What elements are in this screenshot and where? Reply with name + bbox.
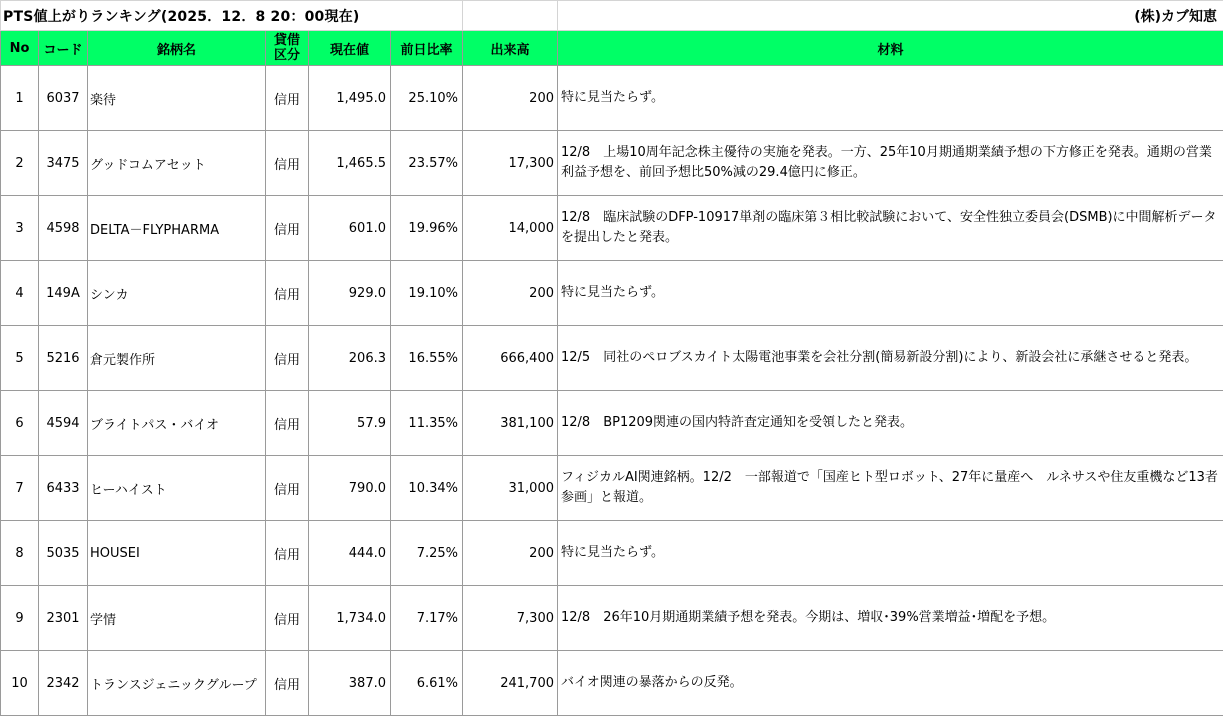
cell-no[interactable]: 6 bbox=[1, 391, 39, 456]
table-row bbox=[1, 131, 1223, 196]
header-no[interactable]: No bbox=[1, 31, 39, 66]
cell-volume[interactable]: 241,700 bbox=[463, 651, 558, 716]
cell-margin[interactable]: 信用 bbox=[266, 326, 309, 391]
header-price[interactable]: 現在値 bbox=[309, 31, 391, 66]
cell-no[interactable]: 4 bbox=[1, 261, 39, 326]
cell-price[interactable]: 57.9 bbox=[309, 391, 391, 456]
cell-code[interactable]: 3475 bbox=[39, 131, 88, 196]
cell-change[interactable]: 23.57% bbox=[391, 131, 463, 196]
cell-note[interactable]: 12/5 同社のペロブスカイト太陽電池事業を会社分割(簡易新設分割)により、新設会社に承継させると発表。 bbox=[558, 326, 1223, 391]
cell-no[interactable]: 5 bbox=[1, 326, 39, 391]
cell-no[interactable]: 8 bbox=[1, 521, 39, 586]
cell-name[interactable]: 学情 bbox=[88, 586, 266, 651]
cell-note[interactable]: 特に見当たらず。 bbox=[558, 261, 1223, 326]
header-name[interactable]: 銘柄名 bbox=[88, 31, 266, 66]
cell-margin[interactable]: 信用 bbox=[266, 651, 309, 716]
cell-no[interactable]: 7 bbox=[1, 456, 39, 521]
cell-name[interactable]: トランスジェニックグループ bbox=[88, 651, 266, 716]
cell-note[interactable]: フィジカルAI関連銘柄。12/2 一部報道で「国産ヒト型ロボット、27年に量産へ ルネサスや住友重機など13者参画」と報道。 bbox=[558, 456, 1223, 521]
company-name: (株)カブ知恵 bbox=[558, 1, 1223, 31]
cell-code[interactable]: 5216 bbox=[39, 326, 88, 391]
cell-no[interactable]: 10 bbox=[1, 651, 39, 716]
header-note[interactable]: 材料 bbox=[558, 31, 1223, 66]
cell-change[interactable]: 6.61% bbox=[391, 651, 463, 716]
table-row bbox=[1, 261, 1223, 326]
cell-change[interactable]: 16.55% bbox=[391, 326, 463, 391]
cell-code[interactable]: 4598 bbox=[39, 196, 88, 261]
cell-volume[interactable]: 666,400 bbox=[463, 326, 558, 391]
cell-price[interactable]: 206.3 bbox=[309, 326, 391, 391]
cell-volume[interactable]: 200 bbox=[463, 521, 558, 586]
cell-no[interactable]: 3 bbox=[1, 196, 39, 261]
cell-margin[interactable]: 信用 bbox=[266, 196, 309, 261]
cell-note[interactable]: 12/8 上場10周年記念株主優待の実施を発表。一方、25年10月期通期業績予想の下方修正を発表。通期の営業利益予想を、前回予想比50%減の29.4億円に修正。 bbox=[558, 131, 1223, 196]
cell-name[interactable]: シンカ bbox=[88, 261, 266, 326]
cell-name[interactable]: DELTA－FLYPHARMA bbox=[88, 196, 266, 261]
cell-code[interactable]: 149A bbox=[39, 261, 88, 326]
page-title: PTS値上がりランキング(2025．12．8 20：00現在) bbox=[1, 1, 463, 31]
cell-note[interactable]: 12/8 26年10月期通期業績予想を発表。今期は、増収･39%営業増益･増配を予想。 bbox=[558, 586, 1223, 651]
cell-price[interactable]: 1,495.0 bbox=[309, 66, 391, 131]
cell-volume[interactable]: 31,000 bbox=[463, 456, 558, 521]
cell-no[interactable]: 2 bbox=[1, 131, 39, 196]
cell-price[interactable]: 601.0 bbox=[309, 196, 391, 261]
cell-name[interactable]: 楽待 bbox=[88, 66, 266, 131]
cell-name[interactable]: グッドコムアセット bbox=[88, 131, 266, 196]
header-margin[interactable] bbox=[266, 31, 309, 66]
cell-code[interactable]: 4594 bbox=[39, 391, 88, 456]
cell-change[interactable]: 19.96% bbox=[391, 196, 463, 261]
cell-change[interactable]: 11.35% bbox=[391, 391, 463, 456]
cell-code[interactable]: 2342 bbox=[39, 651, 88, 716]
table-row bbox=[1, 196, 1223, 261]
header-change[interactable]: 前日比率 bbox=[391, 31, 463, 66]
cell-volume[interactable]: 381,100 bbox=[463, 391, 558, 456]
cell-price[interactable]: 929.0 bbox=[309, 261, 391, 326]
cell-price[interactable]: 387.0 bbox=[309, 651, 391, 716]
header-row bbox=[1, 31, 1223, 66]
table-row bbox=[1, 651, 1223, 716]
cell-code[interactable]: 5035 bbox=[39, 521, 88, 586]
cell-note[interactable]: 特に見当たらず。 bbox=[558, 66, 1223, 131]
table-row bbox=[1, 586, 1223, 651]
cell-margin[interactable]: 信用 bbox=[266, 456, 309, 521]
cell-code[interactable]: 2301 bbox=[39, 586, 88, 651]
cell-note[interactable]: バイオ関連の暴落からの反発。 bbox=[558, 651, 1223, 716]
cell-margin[interactable]: 信用 bbox=[266, 586, 309, 651]
cell-volume[interactable]: 200 bbox=[463, 66, 558, 131]
header-code[interactable]: コード bbox=[39, 31, 88, 66]
cell-no[interactable]: 9 bbox=[1, 586, 39, 651]
cell-volume[interactable]: 7,300 bbox=[463, 586, 558, 651]
cell-note[interactable]: 12/8 BP1209関連の国内特許査定通知を受領したと発表。 bbox=[558, 391, 1223, 456]
cell-margin[interactable]: 信用 bbox=[266, 391, 309, 456]
cell-margin[interactable]: 信用 bbox=[266, 521, 309, 586]
cell-change[interactable]: 25.10% bbox=[391, 66, 463, 131]
table-row bbox=[1, 326, 1223, 391]
cell-margin[interactable]: 信用 bbox=[266, 131, 309, 196]
table-row bbox=[1, 391, 1223, 456]
cell-note[interactable]: 特に見当たらず。 bbox=[558, 521, 1223, 586]
cell-note[interactable]: 12/8 臨床試験のDFP-10917単剤の臨床第３相比較試験において、安全性独立委員会(DSMB)に中間解析データを提出したと発表。 bbox=[558, 196, 1223, 261]
cell-no[interactable]: 1 bbox=[1, 66, 39, 131]
cell-change[interactable]: 19.10% bbox=[391, 261, 463, 326]
cell-price[interactable]: 444.0 bbox=[309, 521, 391, 586]
cell-change[interactable]: 7.25% bbox=[391, 521, 463, 586]
cell-name[interactable]: 倉元製作所 bbox=[88, 326, 266, 391]
cell-name[interactable]: ブライトパス・バイオ bbox=[88, 391, 266, 456]
cell-volume[interactable]: 14,000 bbox=[463, 196, 558, 261]
cell-name[interactable]: ヒーハイスト bbox=[88, 456, 266, 521]
cell-change[interactable]: 7.17% bbox=[391, 586, 463, 651]
cell-volume[interactable]: 200 bbox=[463, 261, 558, 326]
cell-code[interactable]: 6037 bbox=[39, 66, 88, 131]
table-row bbox=[1, 66, 1223, 131]
cell-change[interactable]: 10.34% bbox=[391, 456, 463, 521]
table-row bbox=[1, 456, 1223, 521]
header-margin-label: 貸借区分 bbox=[273, 33, 300, 63]
cell-price[interactable]: 790.0 bbox=[309, 456, 391, 521]
cell-margin[interactable]: 信用 bbox=[266, 66, 309, 131]
title-spacer bbox=[463, 1, 558, 31]
cell-code[interactable]: 6433 bbox=[39, 456, 88, 521]
cell-name[interactable]: HOUSEI bbox=[88, 521, 266, 586]
table-row bbox=[1, 521, 1223, 586]
title-row bbox=[1, 1, 1223, 31]
cell-price[interactable]: 1,734.0 bbox=[309, 586, 391, 651]
header-volume[interactable]: 出来高 bbox=[463, 31, 558, 66]
cell-price[interactable]: 1,465.5 bbox=[309, 131, 391, 196]
cell-margin[interactable]: 信用 bbox=[266, 261, 309, 326]
cell-volume[interactable]: 17,300 bbox=[463, 131, 558, 196]
